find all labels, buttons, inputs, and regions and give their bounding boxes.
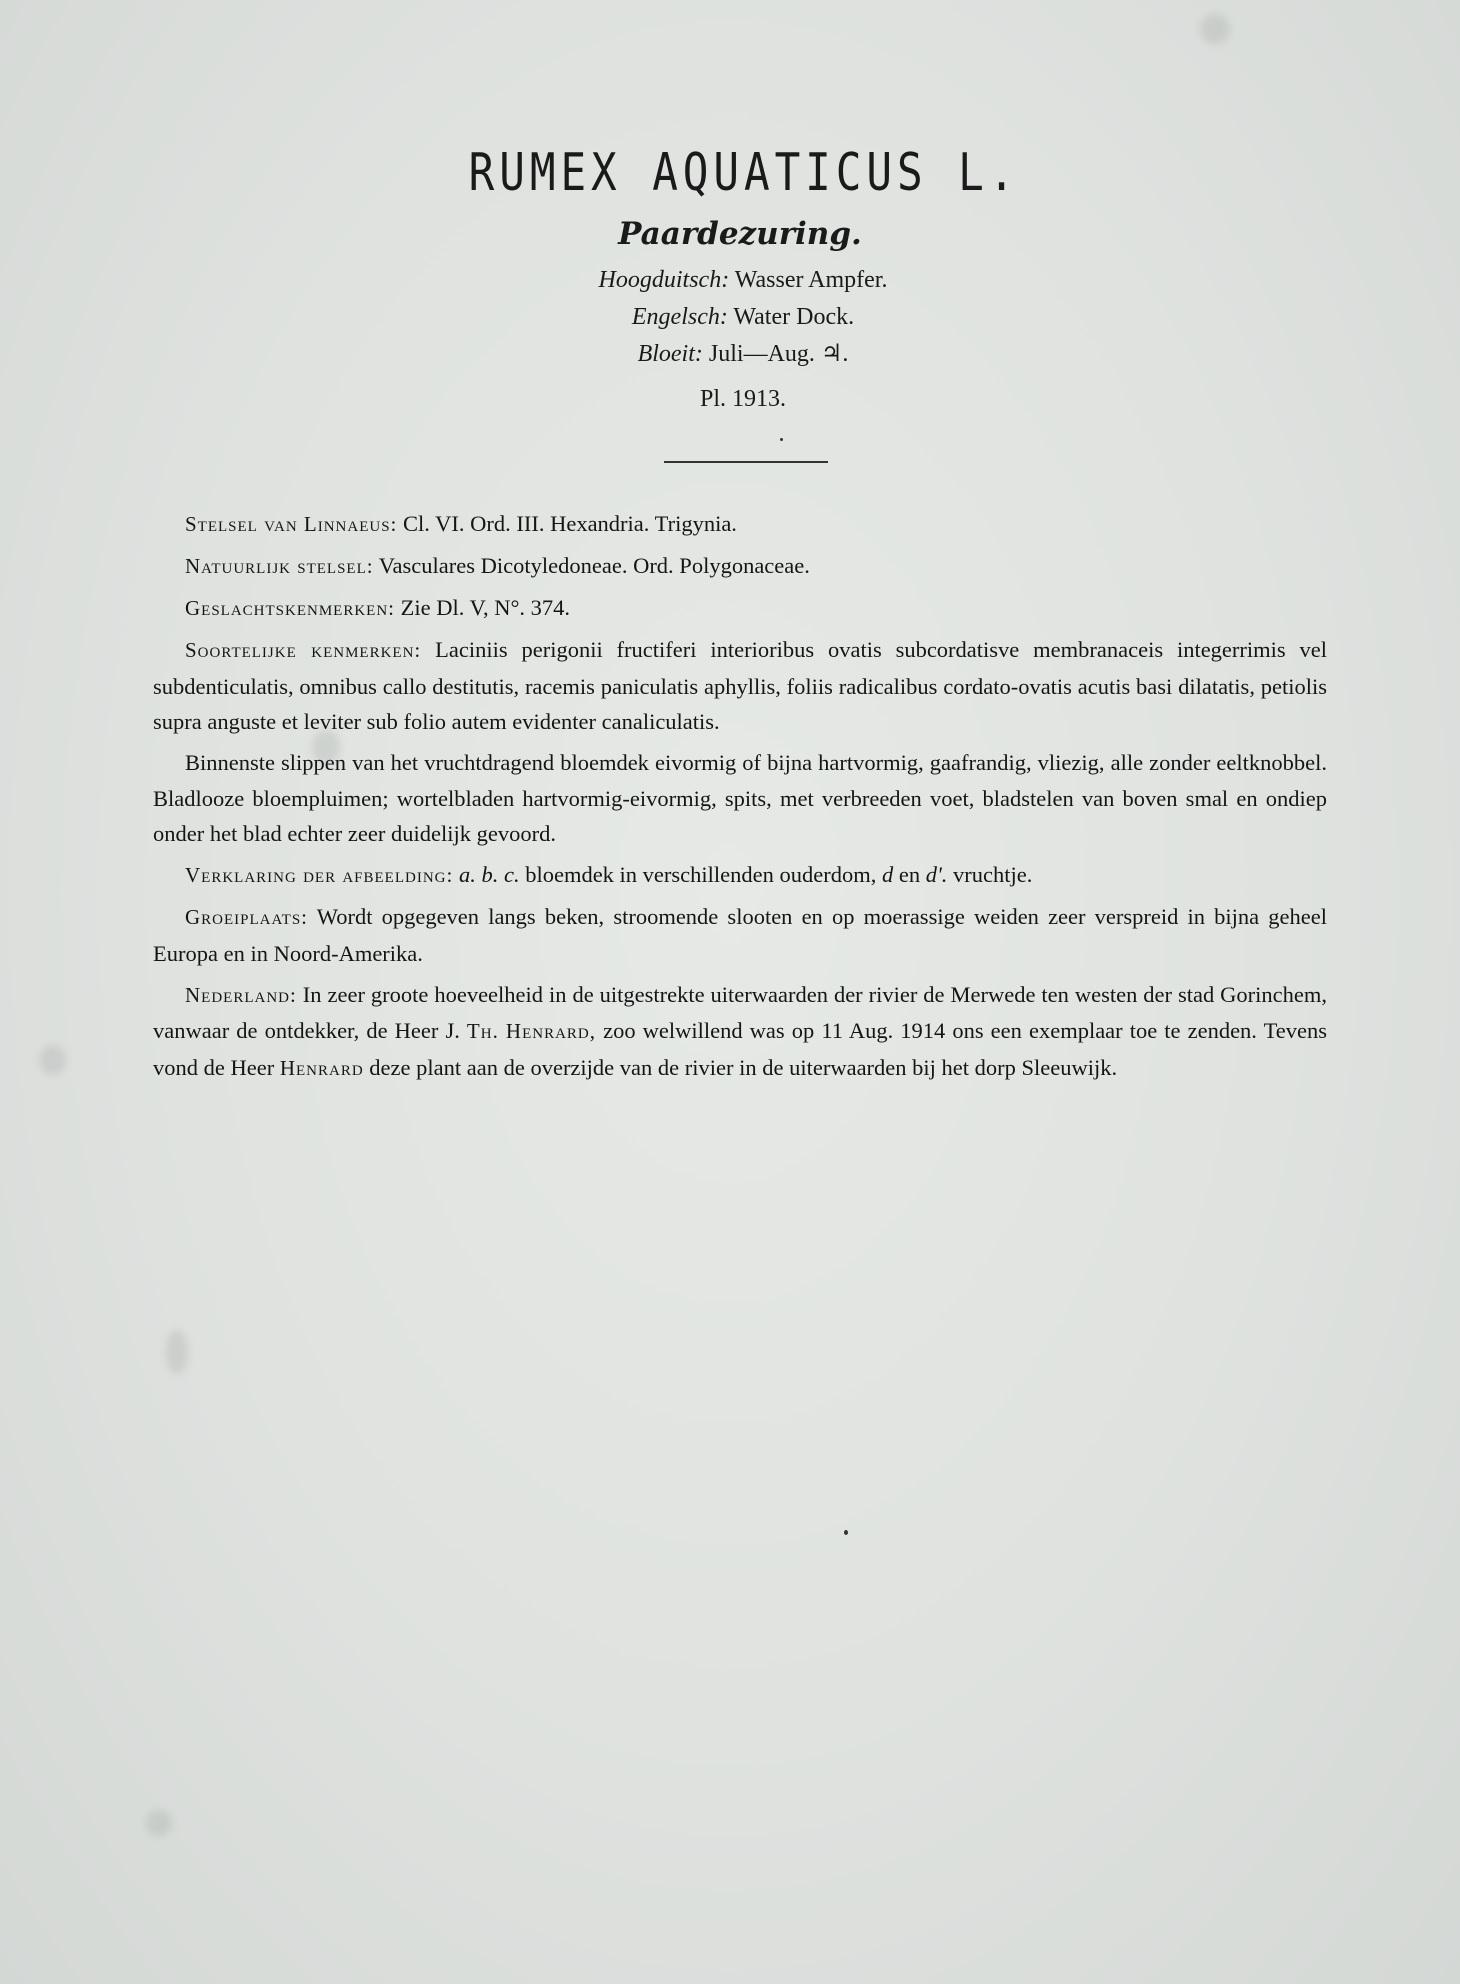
header [0,138,1460,417]
section-text: deze plant aan de overzijde van de rivier in de uiterwaarden bij het dorp Sleeuwijk. [369,1054,1118,1080]
section-text: Laciniis perigonii fructiferi interioribus ovatis subcordatisve membranaceis integerrimis vel subdenticulatis, omnibus callo destitutis, racemis paniculatis aphyllis, foliis radicalibus cordato-ovatis acutis basi dilatatis, petiolis supra anguste et leviter sub folio autem evidenter canaliculatis. [153,637,1328,734]
person-name: Henrard [279,1055,364,1080]
paper-stain [166,1330,188,1374]
netherlands-occurrence [153,977,1327,1087]
habitat [153,899,1327,971]
name-label: Hoogduitsch: [598,267,730,293]
name-label: Engelsch: [631,304,728,330]
section-label: Nederland: [185,982,297,1007]
figure-explanation [153,857,1327,894]
name-english [26,299,1460,336]
name-label: Bloeit: [637,341,703,367]
name-value: Water Dock. [733,304,855,330]
section-label: Groeiplaats: [185,905,309,929]
section-label: Geslachtskenmerken: [185,596,396,620]
section-text: Vasculares Dicotyledoneae. Ord. Polygonaceae. [378,553,810,578]
plate-number: Pl. 1913. [699,386,786,412]
section-label: Soortelijke kenmerken: [185,638,422,662]
section-text: Wordt opgegeven langs beken, stroomende slooten en op moerassige weiden zeer verspreid in bijna geheel Europa en in Noord-Amerika. [153,904,1328,966]
section-text: Zie Dl. V, N°. 374. [400,595,571,620]
divider [664,461,828,463]
speck [780,438,783,441]
figure-ref: b. [481,862,499,887]
person-name: Henrard, [505,1019,596,1043]
paper-stain [40,1045,66,1075]
section-text: vruchtje. [953,862,1033,887]
section-text: Cl. VI. Ord. III. Hexandria. Trigynia. [403,511,737,536]
section-text: bloemdek in verschillenden ouderdom, [525,862,877,887]
figure-ref: d'. [925,862,948,887]
genus-characters [153,590,1327,627]
section-label: Natuurlijk stelsel: [185,554,374,578]
linnaeus-system [153,506,1327,543]
species-characters [153,632,1327,740]
description-body [153,506,1327,1092]
speck [844,1530,848,1535]
section-text: zoo welwillend was op 11 Aug. 1914 ons een exemplaar toe te zenden. Tevens vond de Heer [153,1018,1328,1080]
paper-stain [146,1810,172,1836]
natural-system [153,548,1327,585]
section-label: Verklaring der afbeelding: [185,863,454,887]
section-text: en [898,862,921,887]
name-value: Juli—Aug. ♃. [708,341,849,367]
vernacular-names [26,262,1460,373]
figure-ref: d [881,862,894,887]
name-german [26,262,1460,299]
name-value: Wasser Ampfer. [734,267,888,293]
flowering-period [26,336,1460,373]
paper-stain [1200,14,1230,44]
section-label: Stelsel van Linnaeus: [185,512,398,536]
common-name: Paardezuring. [618,216,862,252]
person-name: Th. [466,1019,499,1043]
section-text: In zeer groote hoeveelheid in de uitgestrekte uiterwaarden der rivier de Merwede ten westen der stad Gorinchem, vanwaar de ontdekker, de Heer J. [153,981,1327,1043]
figure-ref: c. [503,862,520,887]
page-title: RUMEX AQUATICUS L. [468,143,1020,203]
figure-ref: a. [458,862,476,887]
dutch-description: Binnenste slippen van het vruchtdragend bloemdek eivormig of bijna hartvormig, gaafrandig, vliezig, alle zonder eeltknobbel. Bladlooze bloempluimen; wortelbladen hartvormig-eivormig, spits, met verbreeden voet, bladstelen van boven smal en ondiep onder het blad echter zeer duidelijk gevoord. [153,750,1327,846]
